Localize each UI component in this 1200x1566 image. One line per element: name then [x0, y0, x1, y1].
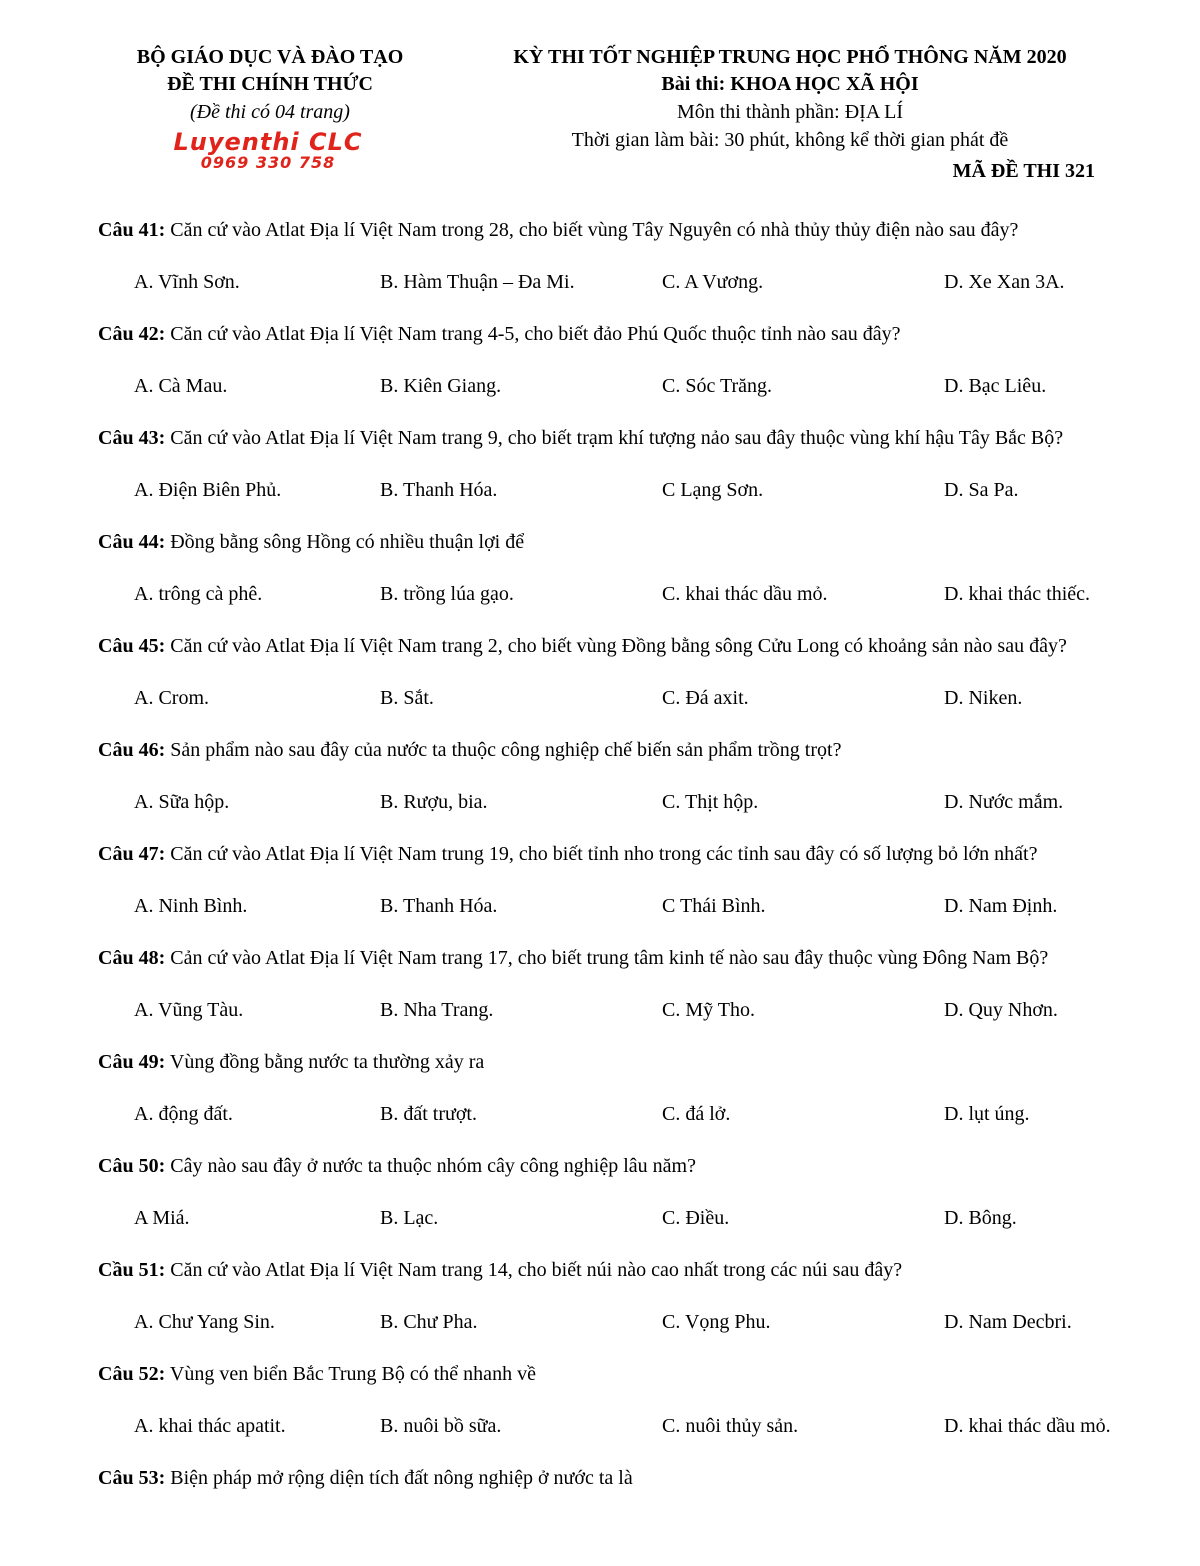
question-text: Cản cứ vào Atlat Địa lí Việt Nam trang 17, cho biết trung tâm kinh tế nào sau đây thuộc vùng Đông Nam Bộ?	[170, 947, 1049, 969]
question-stem	[98, 318, 1138, 350]
answer-option-a: A. động đất.	[134, 1103, 233, 1125]
answer-options	[98, 578, 1138, 610]
answer-option-a: A. Vĩnh Sơn.	[134, 271, 240, 293]
question-text: Căn cứ vào Atlat Địa lí Việt Nam trang 2, cho biết vùng Đồng bằng sông Cửu Long có khoảng sản nào sau đây?	[170, 635, 1067, 657]
question-item	[98, 942, 1138, 1046]
answer-option-a: A. Ninh Bình.	[134, 895, 248, 917]
question-text: Đồng bằng sông Hồng có nhiều thuận lợi để	[170, 531, 525, 553]
answer-option-c: C. Đá axit.	[662, 687, 749, 709]
answer-option-d: D. Bạc Liêu.	[944, 375, 1047, 397]
answer-option-d: D. khai thác thiếc.	[944, 583, 1091, 605]
question-stem	[98, 1046, 1138, 1078]
answer-option-c: C. nuôi thủy sản.	[662, 1415, 799, 1437]
answer-option-d: D. Xe Xan 3A.	[944, 271, 1065, 293]
answer-option-c: C Lạng Sơn.	[662, 479, 764, 501]
answer-option-a: A. Chư Yang Sin.	[134, 1311, 275, 1333]
answer-options	[98, 890, 1138, 922]
answer-option-c: C. Vọng Phu.	[662, 1311, 771, 1333]
question-text: Sản phẩm nào sau đây của nước ta thuộc công nghiệp chế biến sản phẩm trồng trọt?	[170, 739, 842, 761]
answer-option-d: D. Nước mắm.	[944, 791, 1064, 813]
exam-time: Thời gian làm bài: 30 phút, không kể thời gian phát đề	[571, 129, 1009, 151]
question-text: Cây nào sau đây ở nước ta thuộc nhóm cây công nghiệp lâu năm?	[170, 1155, 696, 1177]
question-item	[98, 1046, 1138, 1150]
question-label: Câu 53:	[98, 1467, 166, 1489]
question-stem	[98, 838, 1138, 870]
answer-options	[98, 1098, 1138, 1130]
question-text: Căn cứ vào Atlat Địa lí Việt Nam trang 4-5, cho biết đảo Phú Quốc thuộc tỉnh nào sau đây?	[170, 323, 901, 345]
answer-option-c: C Thái Bình.	[662, 895, 766, 917]
subject-label: Bài thi:	[661, 73, 726, 95]
answer-option-b: B. đất trượt.	[380, 1103, 477, 1125]
brand-phone: 0969 330 758	[200, 153, 336, 172]
question-stem	[98, 1462, 1138, 1494]
question-label: Cầu 51:	[98, 1259, 166, 1281]
question-item	[98, 1462, 1138, 1566]
answer-option-c: C. Điều.	[662, 1207, 730, 1229]
question-stem	[98, 1254, 1138, 1286]
answer-option-a: A Miá.	[134, 1207, 190, 1229]
answer-option-c: C. A Vương.	[662, 271, 764, 293]
question-text: Căn cứ vào Atlat Địa lí Việt Nam trang 9, cho biết trạm khí tượng nảo sau đây thuộc vùng khí hậu Tây Bắc Bộ?	[170, 427, 1064, 449]
answer-option-a: A. Crom.	[134, 687, 209, 709]
question-stem	[98, 734, 1138, 766]
question-item	[98, 422, 1138, 526]
answer-option-d: D. Sa Pa.	[944, 479, 1019, 501]
question-item	[98, 318, 1138, 422]
question-label: Câu 43:	[98, 427, 166, 449]
answer-options	[98, 370, 1138, 402]
answer-option-a: A. Vũng Tàu.	[134, 999, 244, 1021]
answer-option-d: D. Bông.	[944, 1207, 1017, 1229]
question-list	[98, 214, 1138, 1566]
answer-option-d: D. Nam Định.	[944, 895, 1058, 917]
answer-option-b: B. Kiên Giang.	[380, 375, 502, 397]
exam-title: KỲ THI TỐT NGHIỆP TRUNG HỌC PHỔ THÔNG NĂM 2020	[513, 46, 1067, 68]
question-text: Vùng ven biển Bắc Trung Bộ có thể nhanh về	[169, 1363, 536, 1385]
answer-options	[98, 474, 1138, 506]
answer-option-b: B. Sắt.	[380, 687, 434, 709]
question-label: Câu 42:	[98, 323, 166, 345]
answer-option-d: D. Niken.	[944, 687, 1023, 709]
answer-options	[98, 994, 1138, 1026]
subject-value: KHOA HỌC XÃ HỘI	[730, 73, 919, 95]
question-item	[98, 1254, 1138, 1358]
question-stem	[98, 1358, 1138, 1390]
answer-option-b: B. Thanh Hóa.	[380, 895, 498, 917]
question-stem	[98, 214, 1138, 246]
question-item	[98, 1358, 1138, 1462]
question-stem	[98, 526, 1138, 558]
question-label: Câu 46:	[98, 739, 166, 761]
exam-component: Môn thi thành phần: ĐỊA LÍ	[676, 101, 904, 123]
question-stem	[98, 422, 1138, 454]
answer-options	[98, 1410, 1138, 1442]
answer-option-b: B. trồng lúa gạo.	[380, 583, 514, 605]
answer-option-b: B. Chư Pha.	[380, 1311, 478, 1333]
page-count-note: (Đề thi có 04 trang)	[190, 101, 350, 123]
answer-option-c: C. Thịt hộp.	[662, 791, 759, 813]
answer-option-c: C. khai thác dầu mỏ.	[662, 583, 828, 605]
answer-options	[98, 786, 1138, 818]
question-text: Căn cứ vào Atlat Địa lí Việt Nam trung 19, cho biết tỉnh nho trong các tỉnh sau đây có số lượng bỏ lớn nhất?	[170, 843, 1038, 865]
answer-option-a: A. Cà Mau.	[134, 375, 228, 397]
answer-options	[98, 1306, 1138, 1338]
question-stem	[98, 1150, 1138, 1182]
answer-option-b: B. Hàm Thuận – Đa Mi.	[380, 271, 575, 293]
answer-option-d: D. lụt úng.	[944, 1103, 1030, 1125]
question-text: Vùng đồng bằng nước ta thường xảy ra	[169, 1051, 485, 1073]
question-label: Câu 44:	[98, 531, 166, 553]
question-label: Câu 45:	[98, 635, 166, 657]
question-label: Câu 52:	[98, 1363, 166, 1385]
answer-option-b: B. Nha Trang.	[380, 999, 494, 1021]
answer-option-d: D. khai thác dầu mỏ.	[944, 1415, 1111, 1437]
question-item	[98, 526, 1138, 630]
brand-name: Luyenthi CLC	[173, 128, 363, 156]
answer-option-c: C. đá lở.	[662, 1103, 731, 1125]
answer-option-b: B. Thanh Hóa.	[380, 479, 498, 501]
question-label: Câu 48:	[98, 947, 166, 969]
question-text: Căn cứ vào Atlat Địa lí Việt Nam trang 14, cho biết núi nào cao nhất trong các núi sau đây?	[170, 1259, 903, 1281]
question-stem	[98, 942, 1138, 974]
question-label: Câu 50:	[98, 1155, 166, 1177]
answer-option-a: A. khai thác apatit.	[134, 1415, 286, 1437]
question-item	[98, 838, 1138, 942]
ministry-name: BỘ GIÁO DỤC VÀ ĐÀO TẠO	[136, 46, 404, 68]
answer-option-a: A. trông cà phê.	[134, 583, 263, 605]
brand-stamp	[158, 128, 378, 178]
official-label: ĐỀ THI CHÍNH THỨC	[167, 73, 373, 95]
answer-options	[98, 682, 1138, 714]
answer-option-d: D. Nam Decbri.	[944, 1311, 1072, 1333]
answer-options	[98, 266, 1138, 298]
question-item	[98, 734, 1138, 838]
question-item	[98, 1150, 1138, 1254]
answer-option-c: C. Mỹ Tho.	[662, 999, 755, 1021]
answer-option-c: C. Sóc Trăng.	[662, 375, 773, 397]
question-item	[98, 214, 1138, 318]
answer-option-b: B. Rượu, bia.	[380, 791, 488, 813]
exam-code: MÃ ĐỀ THI 321	[952, 160, 1095, 182]
question-item	[98, 630, 1138, 734]
question-label: Câu 41:	[98, 219, 166, 241]
question-text: Căn cứ vào Atlat Địa lí Việt Nam trong 28, cho biết vùng Tây Nguyên có nhà thủy thủy điện nào sau đây?	[170, 219, 1019, 241]
answer-option-a: A. Điện Biên Phủ.	[134, 479, 282, 501]
question-text: Biện pháp mở rộng diện tích đất nông nghiệp ở nước ta là	[170, 1467, 633, 1489]
answer-options	[98, 1202, 1138, 1234]
exam-subject	[470, 71, 1110, 98]
header-right	[470, 44, 1110, 154]
answer-option-a: A. Sữa hộp.	[134, 791, 230, 813]
header-left	[100, 44, 440, 126]
question-stem	[98, 630, 1138, 662]
question-label: Câu 47:	[98, 843, 166, 865]
answer-option-d: D. Quy Nhơn.	[944, 999, 1058, 1021]
question-label: Câu 49:	[98, 1051, 166, 1073]
answer-option-b: B. nuôi bồ sữa.	[380, 1415, 502, 1437]
answer-option-b: B. Lạc.	[380, 1207, 439, 1229]
